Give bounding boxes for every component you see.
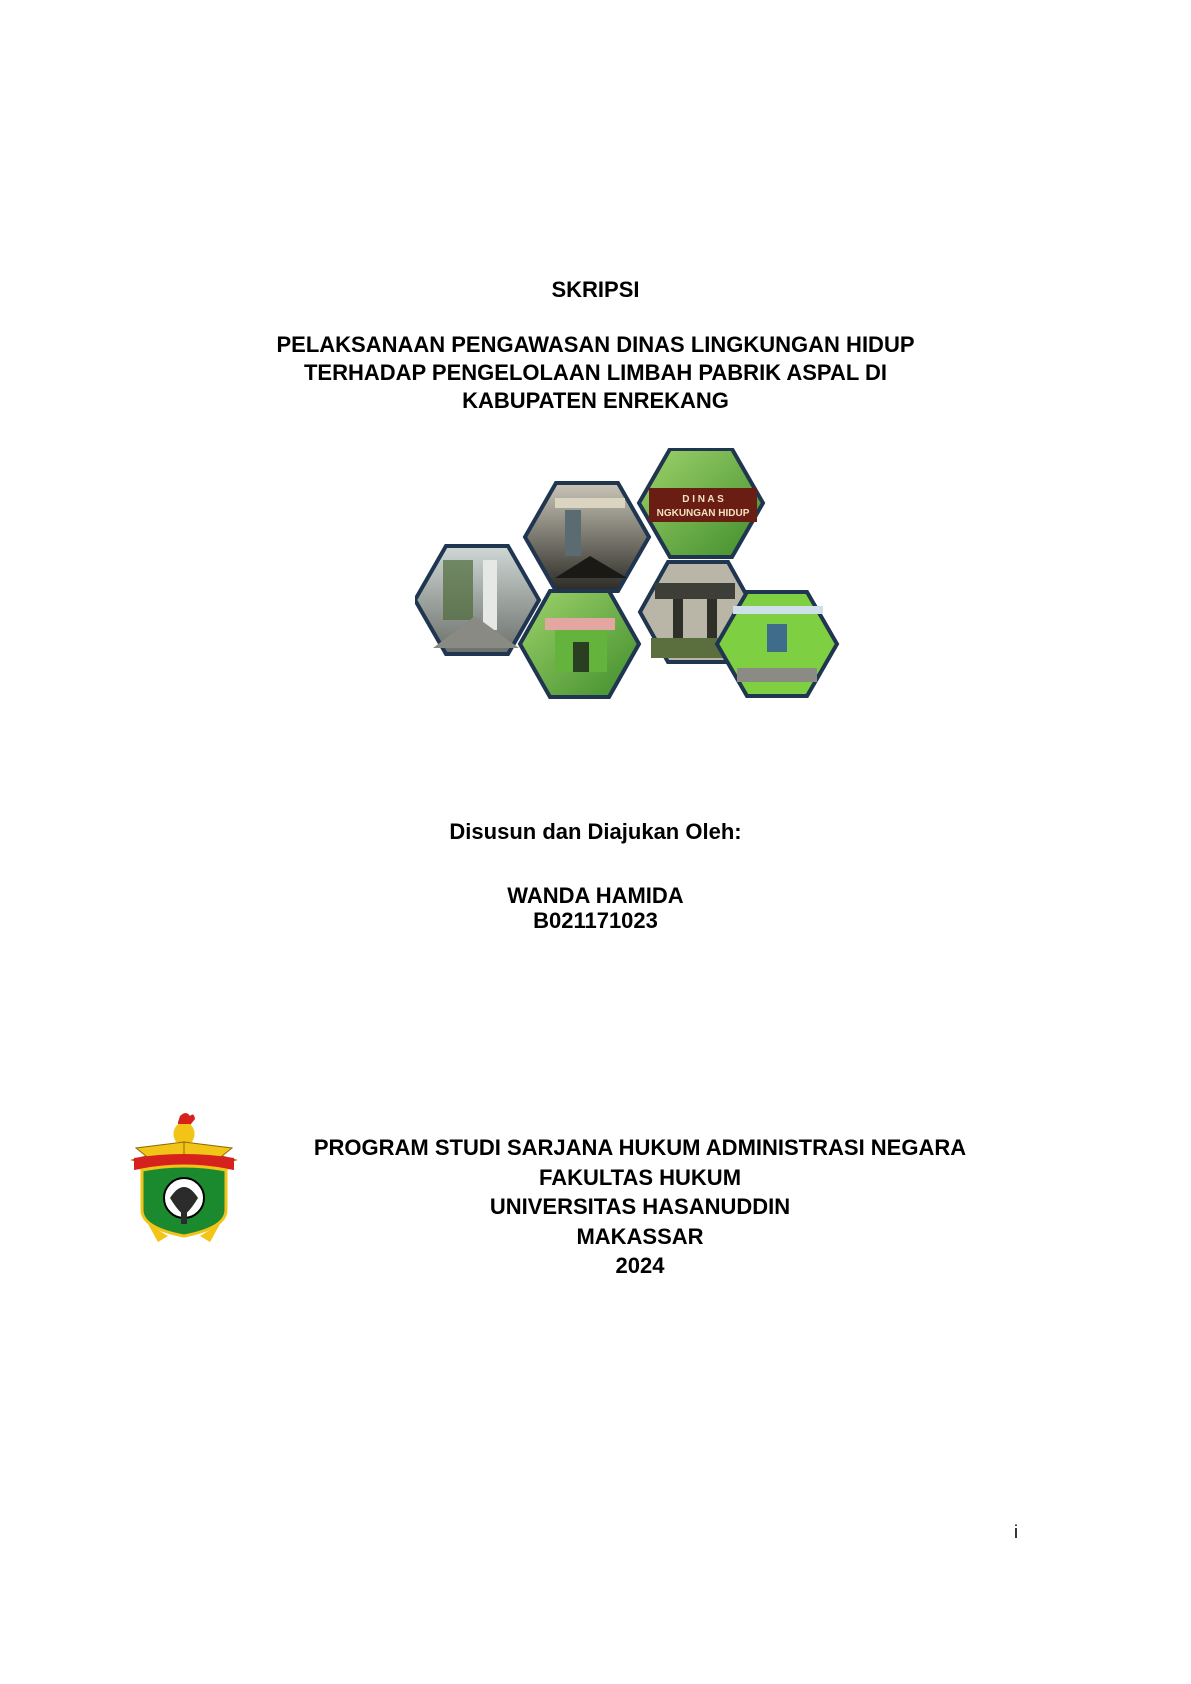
submitted-by-label: Disusun dan Diajukan Oleh: — [449, 819, 742, 844]
sign-text-line: NGKUNGAN HIDUP — [656, 508, 750, 519]
author-name: WANDA HAMIDA — [507, 883, 684, 908]
title-line: TERHADAP PENGELOLAAN LIMBAH PABRIK ASPAL DI — [303, 360, 888, 385]
thesis-title — [0, 331, 1191, 415]
photo-asphalt-plant-hex — [415, 546, 539, 654]
photo-green-building-hex — [717, 592, 837, 696]
title-line: KABUPATEN ENREKANG — [462, 388, 729, 413]
photo-dinas-sign-hex — [639, 449, 763, 557]
sign-text-line: D I N A S — [682, 494, 724, 505]
photo-green-office-hex — [520, 591, 639, 697]
photo-plant-interior-hex — [525, 483, 649, 591]
university: UNIVERSITAS HASANUDDIN — [489, 1194, 791, 1219]
study-program: PROGRAM STUDI SARJANA HUKUM ADMINISTRASI NEGARA — [313, 1135, 967, 1160]
faculty: FAKULTAS HUKUM — [538, 1164, 742, 1190]
page-number: i — [1014, 1522, 1018, 1542]
title-line: PELAKSANAAN PENGAWASAN DINAS LINGKUNGAN HIDUP — [276, 332, 915, 357]
year: 2024 — [615, 1253, 665, 1278]
institution-block — [240, 1133, 1040, 1281]
hexagon-photo-collage — [415, 448, 875, 718]
university-logo-icon — [128, 1110, 240, 1244]
city: MAKASSAR — [576, 1223, 704, 1249]
document-type: SKRIPSI — [551, 277, 640, 302]
student-id: B021171023 — [533, 908, 658, 933]
